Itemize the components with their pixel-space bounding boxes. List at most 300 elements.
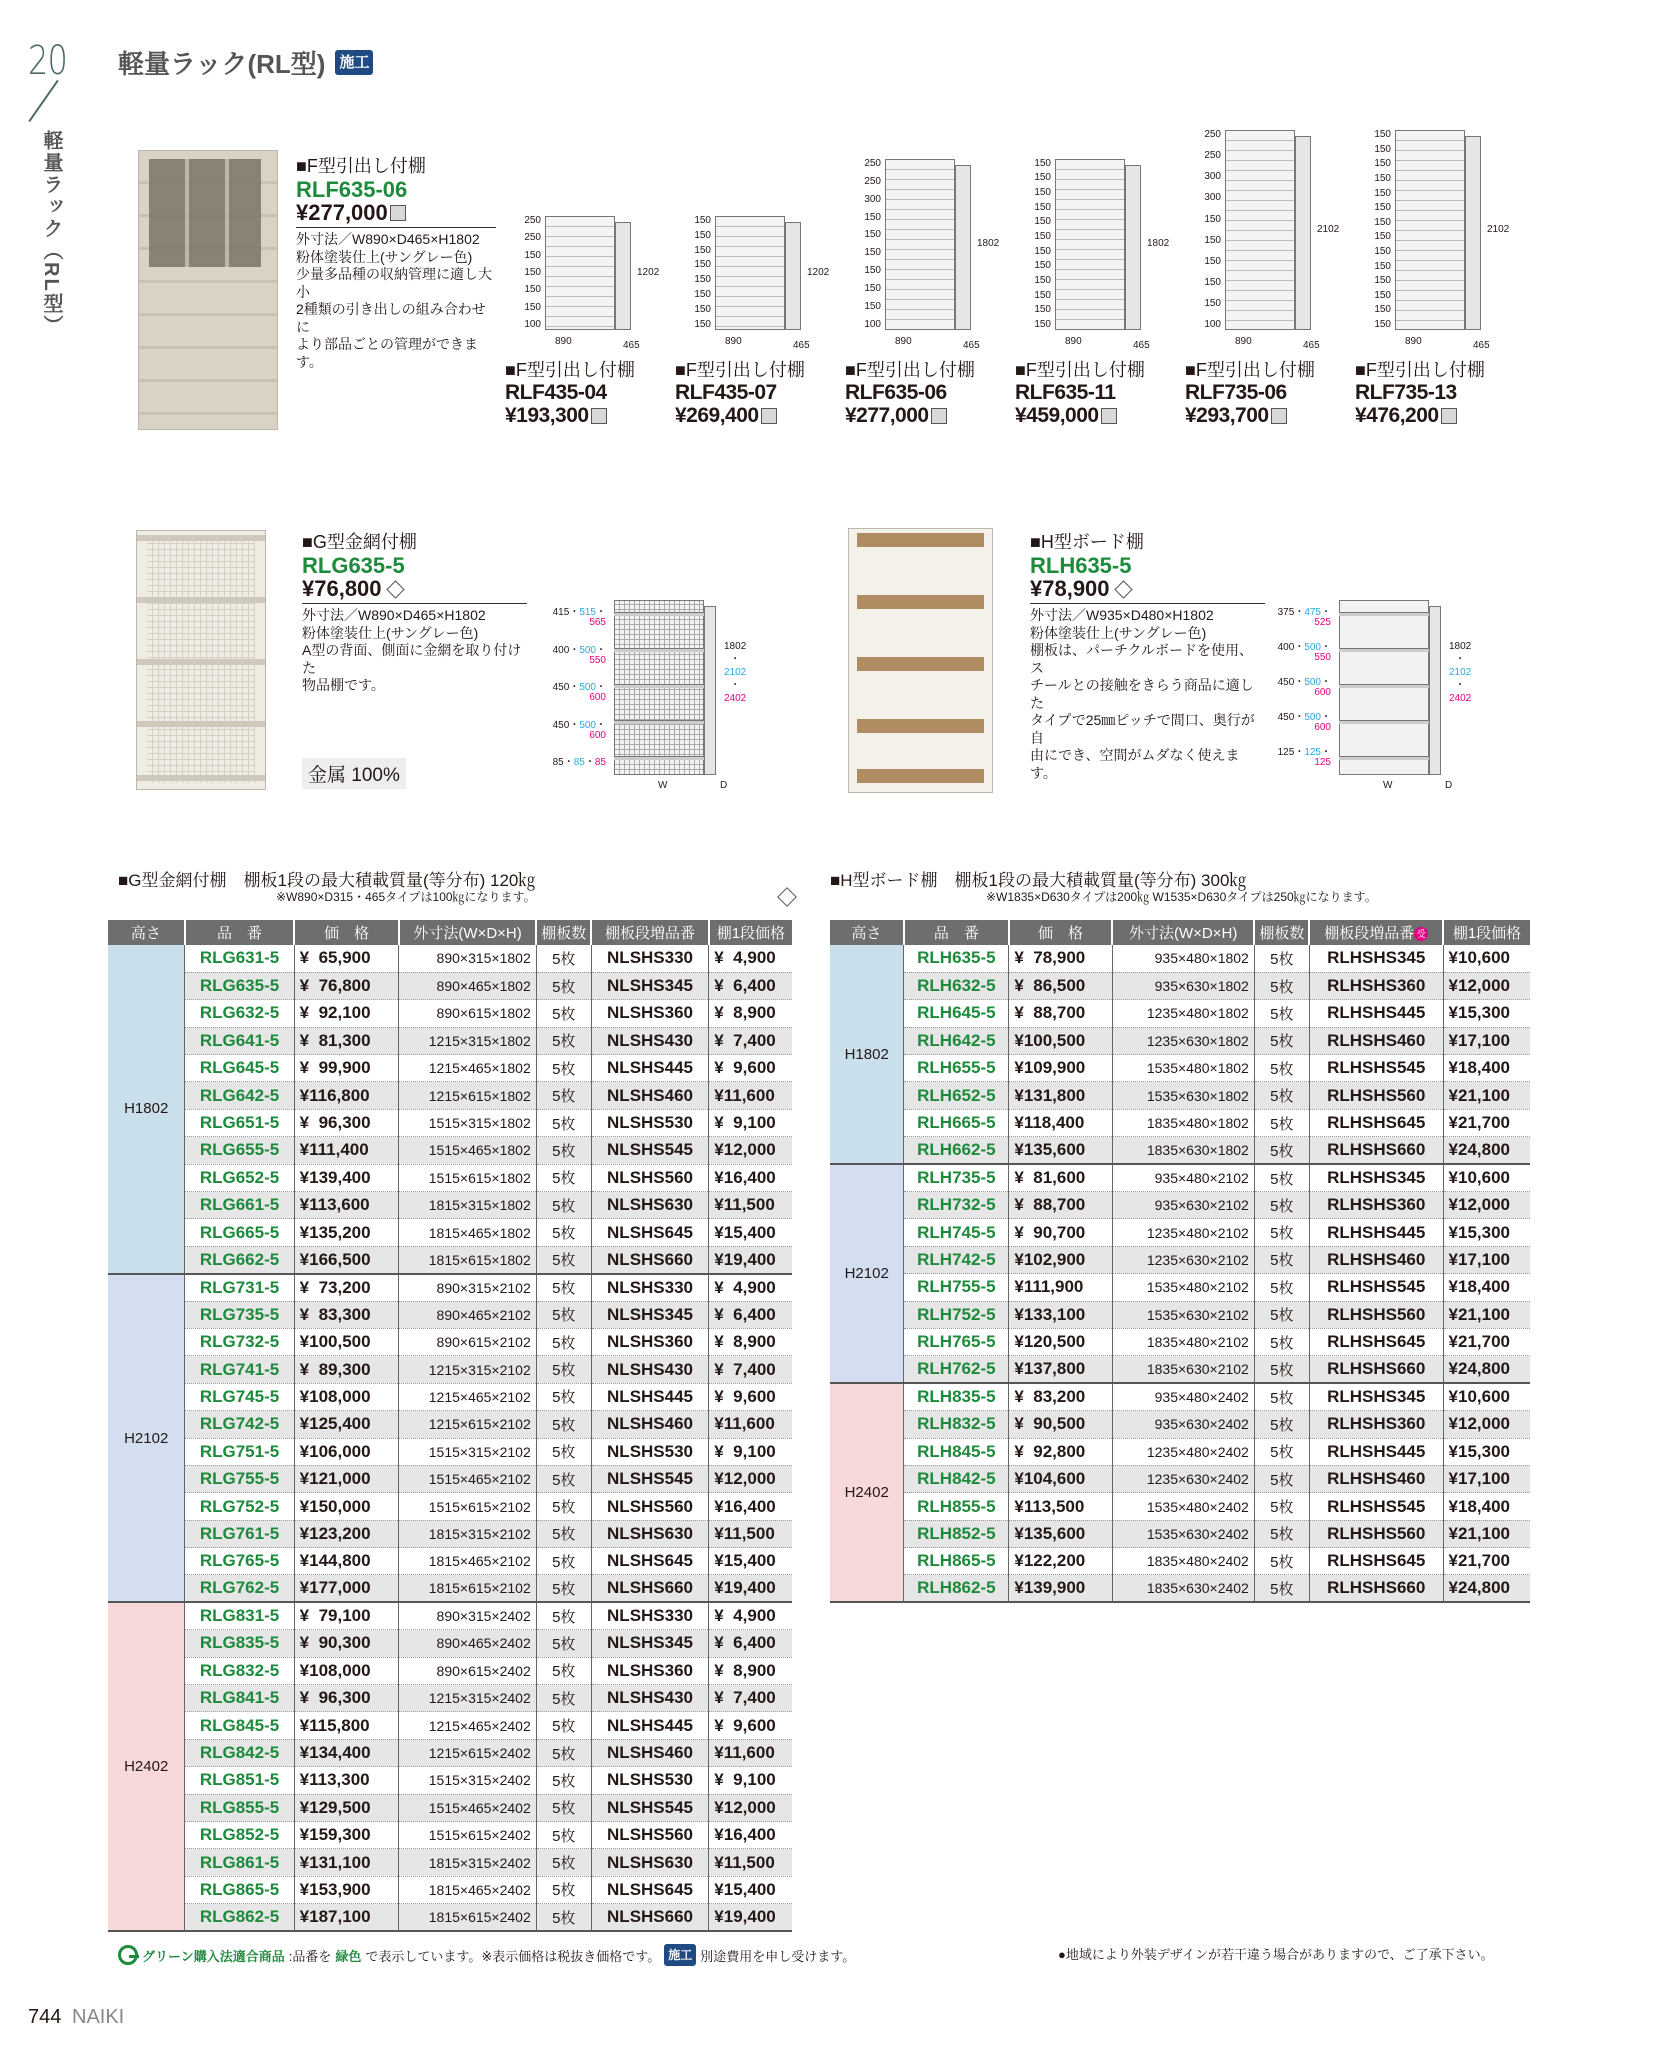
shelf-price: ¥ 9,100 xyxy=(709,1767,792,1794)
variant-type: ■F型引出し付棚 xyxy=(1015,360,1145,380)
shelf-count: 5枚 xyxy=(1254,1164,1309,1191)
table-row xyxy=(830,1520,1530,1547)
extension-code: RLHSHS345 xyxy=(1309,1164,1443,1191)
shelf-price: ¥18,400 xyxy=(1443,1055,1530,1082)
extension-code: NLSHS345 xyxy=(591,972,709,999)
table-row xyxy=(108,1739,792,1766)
table-row xyxy=(830,1192,1530,1219)
table-row xyxy=(830,1219,1530,1246)
pitch-label: 150 xyxy=(864,229,881,241)
table-row xyxy=(830,1493,1530,1520)
rack-shelf xyxy=(1339,756,1429,760)
extension-code: NLSHS560 xyxy=(591,1493,709,1520)
product-description: 外寸法／W890×D465×H1802 粉体塗装仕上(サングレー色) 少量多品種の収納管理に適し大小 2種類の引き出しの組み合わせに より部品ごとの管理ができます。 xyxy=(296,231,492,370)
price: ¥187,100 xyxy=(294,1904,399,1931)
dimensions: 890×615×2102 xyxy=(399,1328,536,1355)
extension-code: RLHSHS645 xyxy=(1309,1328,1443,1355)
featured-product-h xyxy=(1030,528,1265,782)
depth-label: 465 xyxy=(1473,339,1490,351)
shelf-price: ¥19,400 xyxy=(709,1904,792,1931)
height-value: 2402 xyxy=(1449,693,1472,704)
table-g xyxy=(108,920,792,1932)
table-g-title: ■G型金網付棚 棚板1段の最大積載質量(等分布) 120㎏ xyxy=(118,871,536,890)
price: ¥120,500 xyxy=(1009,1328,1112,1355)
extension-code: RLHSHS360 xyxy=(1309,1192,1443,1219)
dimensions: 1215×615×2102 xyxy=(399,1411,536,1438)
shelf-price: ¥ 7,400 xyxy=(709,1356,792,1383)
square-mark-icon xyxy=(390,205,406,221)
pitch-row: 400・500・550 xyxy=(552,644,606,666)
product-code: RLG832-5 xyxy=(185,1657,294,1684)
table-row xyxy=(108,1630,792,1657)
dimensions: 890×465×2402 xyxy=(399,1630,536,1657)
shelf-price: ¥ 7,400 xyxy=(709,1685,792,1712)
shelf-count: 5枚 xyxy=(536,1739,591,1766)
product-type: ■G型金網付棚 xyxy=(302,532,417,552)
pitch-label: 150 xyxy=(864,301,881,313)
square-mark-icon xyxy=(761,408,777,424)
price: ¥108,000 xyxy=(294,1657,399,1684)
pitch-value: 125 xyxy=(1314,757,1331,768)
shelf-price: ¥15,300 xyxy=(1443,1000,1530,1027)
rack-shelf xyxy=(614,684,704,688)
product-photo-rlg635-5 xyxy=(136,530,266,790)
shelf-price: ¥17,100 xyxy=(1443,1465,1530,1492)
table-row xyxy=(108,1356,792,1383)
width-dim-label: W xyxy=(658,780,668,791)
pitch-row: 450・500・600 xyxy=(1277,677,1331,698)
product-code: RLG641-5 xyxy=(185,1027,294,1054)
square-mark-icon xyxy=(1271,408,1287,424)
page-number: 744 xyxy=(28,2006,62,2028)
product-code: RLG842-5 xyxy=(185,1739,294,1766)
variant-code: RLF735-06 xyxy=(1185,381,1287,404)
shelf-count: 5枚 xyxy=(536,1794,591,1821)
price: ¥102,900 xyxy=(1009,1246,1112,1273)
price: ¥159,300 xyxy=(294,1822,399,1849)
pitch-row: 450・500・600 xyxy=(1277,712,1331,733)
shelf-count: 5枚 xyxy=(1254,1438,1309,1465)
shelf-count: 5枚 xyxy=(1254,1219,1309,1246)
product-code: RLH742-5 xyxy=(904,1246,1009,1273)
pitch-labels xyxy=(683,216,711,330)
product-code: RLG665-5 xyxy=(185,1219,294,1246)
shelf-count: 5枚 xyxy=(536,1301,591,1328)
table-row xyxy=(830,1465,1530,1492)
product-code: RLG642-5 xyxy=(185,1082,294,1109)
product-code: RLG861-5 xyxy=(185,1849,294,1876)
shelf-price: ¥24,800 xyxy=(1443,1137,1530,1164)
table-row xyxy=(108,1411,792,1438)
shelf-side xyxy=(1465,136,1481,330)
shelf-price: ¥15,400 xyxy=(709,1876,792,1903)
width-label: 890 xyxy=(725,335,742,347)
shelf-price: ¥11,500 xyxy=(709,1849,792,1876)
extension-code: RLHSHS445 xyxy=(1309,1000,1443,1027)
product-code: RLH642-5 xyxy=(904,1027,1009,1054)
pitch-value: 500 xyxy=(1304,642,1321,653)
pitch-label: 150 xyxy=(1034,318,1051,330)
dimensions: 1515×315×2102 xyxy=(399,1438,536,1465)
table-row xyxy=(108,972,792,999)
extension-code: NLSHS545 xyxy=(591,1794,709,1821)
shelf-count: 5枚 xyxy=(1254,1465,1309,1492)
extension-code: RLHSHS460 xyxy=(1309,1246,1443,1273)
product-code: RLG645-5 xyxy=(185,1055,294,1082)
table-row xyxy=(108,1575,792,1602)
pitch-label: 150 xyxy=(694,289,711,301)
shelf-count: 5枚 xyxy=(1254,1000,1309,1027)
height-group-label: H2102 xyxy=(108,1274,185,1603)
column-header: 棚板段増品番 xyxy=(591,920,709,945)
pitch-label: 150 xyxy=(1374,304,1391,316)
product-code: RLG762-5 xyxy=(185,1575,294,1602)
table-row xyxy=(108,1000,792,1027)
extension-code: RLHSHS545 xyxy=(1309,1055,1443,1082)
product-code: RLF635-06 xyxy=(296,177,408,202)
dimensions: 1835×480×2102 xyxy=(1112,1328,1254,1355)
price: ¥125,400 xyxy=(294,1411,399,1438)
dimensions: 1535×630×2402 xyxy=(1112,1520,1254,1547)
product-description: 外寸法／W935×D480×H1802 粉体塗装仕上(サングレー色) 棚板は、パーチクルボードを使用、ス チールとの接触をきらう商品に適した タイプで25㎜ピッチで間口、奥行が自 由にでき、空間がムダなく使えます。 xyxy=(1030,607,1255,781)
height-group-label: H2402 xyxy=(108,1602,185,1931)
price: ¥ 81,300 xyxy=(294,1027,399,1054)
rack-shelf xyxy=(1339,612,1429,616)
table-row xyxy=(830,1164,1530,1191)
product-code: RLH862-5 xyxy=(904,1575,1009,1602)
price: ¥ 88,700 xyxy=(1009,1192,1112,1219)
table-row xyxy=(830,1137,1530,1164)
pitch-label: 150 xyxy=(1034,172,1051,184)
shelf-side xyxy=(615,222,631,330)
dimensions: 1515×615×1802 xyxy=(399,1164,536,1191)
dimensions: 1815×315×2102 xyxy=(399,1520,536,1547)
table-row xyxy=(108,1438,792,1465)
f-variant xyxy=(505,356,670,427)
page-title xyxy=(118,44,373,81)
shelf-count: 5枚 xyxy=(1254,1082,1309,1109)
extension-code: RLHSHS660 xyxy=(1309,1356,1443,1383)
shelf-price: ¥10,600 xyxy=(1443,1383,1530,1410)
dimensions: 935×630×2402 xyxy=(1112,1411,1254,1438)
depth-label: 465 xyxy=(963,339,980,351)
product-code: RLH835-5 xyxy=(904,1383,1009,1410)
dimensions: 1535×630×2102 xyxy=(1112,1301,1254,1328)
g-shelf-diagram xyxy=(540,600,747,791)
product-code: RLG651-5 xyxy=(185,1109,294,1136)
dimensions: 1515×465×2402 xyxy=(399,1794,536,1821)
table-row xyxy=(108,1301,792,1328)
shelf-count: 5枚 xyxy=(1254,1137,1309,1164)
shelf-count: 5枚 xyxy=(536,1767,591,1794)
shelf-count: 5枚 xyxy=(536,1520,591,1547)
shelf-price: ¥15,300 xyxy=(1443,1219,1530,1246)
table-row xyxy=(108,1109,792,1136)
height-label: 2102 xyxy=(1487,224,1510,236)
extension-code: RLHSHS645 xyxy=(1309,1109,1443,1136)
price: ¥ 65,900 xyxy=(294,945,399,972)
shelf-price: ¥19,400 xyxy=(709,1246,792,1273)
variant-code: RLF435-07 xyxy=(675,381,777,404)
price: ¥ 73,200 xyxy=(294,1274,399,1301)
shelf-price: ¥19,400 xyxy=(709,1575,792,1602)
f-variant-diagram xyxy=(864,157,1000,351)
pitch-label: 150 xyxy=(1204,213,1221,225)
dimensions: 1215×465×2402 xyxy=(399,1712,536,1739)
shelf-price: ¥11,500 xyxy=(709,1192,792,1219)
product-code: RLG862-5 xyxy=(185,1904,294,1931)
shelf-price: ¥21,100 xyxy=(1443,1520,1530,1547)
dimensions: 1815×615×1802 xyxy=(399,1246,536,1273)
width-label: 890 xyxy=(1065,335,1082,347)
product-price: ¥76,800 xyxy=(302,577,527,604)
depth-dim-label: D xyxy=(720,780,728,791)
table-h-note: ※W1835×D630タイプは200㎏ W1535×D630タイプは250㎏になります。 xyxy=(986,890,1377,904)
price: ¥109,900 xyxy=(1009,1055,1112,1082)
pitch-label: 250 xyxy=(524,232,541,244)
shelf-count: 5枚 xyxy=(536,1055,591,1082)
pitch-row: 400・500・550 xyxy=(1277,642,1331,663)
dimensions: 1835×630×1802 xyxy=(1112,1137,1254,1164)
rack-shelf xyxy=(614,720,704,724)
product-code: RLH645-5 xyxy=(904,1000,1009,1027)
rack-side xyxy=(704,606,716,775)
pitch-labels xyxy=(513,216,541,330)
extension-code: NLSHS430 xyxy=(591,1356,709,1383)
shelf-price: ¥15,400 xyxy=(709,1219,792,1246)
shelf-price: ¥24,800 xyxy=(1443,1356,1530,1383)
price: ¥121,000 xyxy=(294,1465,399,1492)
shelf-count: 5枚 xyxy=(1254,1274,1309,1301)
shelf-price: ¥21,100 xyxy=(1443,1301,1530,1328)
pitch-label: 150 xyxy=(864,211,881,223)
rack-shelf xyxy=(614,756,704,760)
dimensions: 935×480×2102 xyxy=(1112,1164,1254,1191)
extension-code: RLHSHS445 xyxy=(1309,1438,1443,1465)
shelf-side xyxy=(785,222,801,330)
shelf-outline xyxy=(715,216,785,330)
shelf-price: ¥10,600 xyxy=(1443,945,1530,972)
pitch-value: 125 xyxy=(1277,747,1295,758)
rack-shelf xyxy=(1339,720,1429,724)
table-h xyxy=(830,920,1530,1603)
price: ¥133,100 xyxy=(1009,1301,1112,1328)
rack-shelf xyxy=(614,612,704,616)
price: ¥ 86,500 xyxy=(1009,972,1112,999)
pitch-label: 150 xyxy=(694,318,711,330)
price: ¥131,100 xyxy=(294,1849,399,1876)
extension-code: NLSHS345 xyxy=(591,1301,709,1328)
table-row xyxy=(830,1301,1530,1328)
product-type: ■H型ボード棚 xyxy=(1030,532,1144,552)
shelf-price: ¥18,400 xyxy=(1443,1493,1530,1520)
variant-code: RLF735-13 xyxy=(1355,381,1457,404)
product-code: RLG745-5 xyxy=(185,1383,294,1410)
pitch-label: 150 xyxy=(1374,245,1391,257)
f-variant-diagram xyxy=(1034,157,1170,351)
column-header: 価 格 xyxy=(294,920,399,945)
extension-code: NLSHS530 xyxy=(591,1767,709,1794)
price: ¥144,800 xyxy=(294,1548,399,1575)
product-price: ¥277,000 xyxy=(296,201,496,228)
dimensions: 1235×630×1802 xyxy=(1112,1027,1254,1054)
shelf-count: 5枚 xyxy=(1254,972,1309,999)
depth-label: 465 xyxy=(793,339,810,351)
column-header: 品 番 xyxy=(904,920,1009,945)
product-code: RLG845-5 xyxy=(185,1712,294,1739)
shelf-count: 5枚 xyxy=(1254,1328,1309,1355)
product-photo-rlf635-06 xyxy=(138,150,278,430)
dimensions: 1215×615×2402 xyxy=(399,1739,536,1766)
table-h-title: ■H型ボード棚 棚板1段の最大積載質量(等分布) 300㎏ xyxy=(830,871,1247,890)
table-row xyxy=(830,1055,1530,1082)
extension-code: NLSHS645 xyxy=(591,1219,709,1246)
product-code: RLH832-5 xyxy=(904,1411,1009,1438)
shelf-count: 5枚 xyxy=(536,1685,591,1712)
table-row xyxy=(830,1274,1530,1301)
shelf-price: ¥ 9,600 xyxy=(709,1712,792,1739)
price: ¥100,500 xyxy=(1009,1027,1112,1054)
height-value: 2102 xyxy=(1449,667,1472,678)
shelf-price: ¥ 6,400 xyxy=(709,1301,792,1328)
shelf-count: 5枚 xyxy=(536,1849,591,1876)
product-code: RLH762-5 xyxy=(904,1356,1009,1383)
price: ¥ 96,300 xyxy=(294,1109,399,1136)
dimensions: 1515×465×1802 xyxy=(399,1137,536,1164)
dimensions: 1235×630×2102 xyxy=(1112,1246,1254,1273)
height-group-label: H1802 xyxy=(108,945,185,1274)
table-row xyxy=(108,1328,792,1355)
price: ¥ 76,800 xyxy=(294,972,399,999)
dimensions: 935×630×2102 xyxy=(1112,1192,1254,1219)
dimensions: 890×615×2402 xyxy=(399,1657,536,1684)
dimensions: 1535×480×2402 xyxy=(1112,1493,1254,1520)
shelf-price: ¥11,600 xyxy=(709,1411,792,1438)
table-row xyxy=(108,1465,792,1492)
dimensions: 935×480×1802 xyxy=(1112,945,1254,972)
table-row xyxy=(108,1246,792,1273)
pitch-value: 85 xyxy=(552,757,564,768)
product-code: RLH755-5 xyxy=(904,1274,1009,1301)
price: ¥ 99,900 xyxy=(294,1055,399,1082)
shelf-price: ¥10,600 xyxy=(1443,1164,1530,1191)
pitch-value: 600 xyxy=(1314,722,1331,733)
table-row xyxy=(108,1027,792,1054)
table-row xyxy=(108,1219,792,1246)
dimensions: 1835×480×2402 xyxy=(1112,1548,1254,1575)
extension-code: RLHSHS460 xyxy=(1309,1465,1443,1492)
pitch-labels xyxy=(1023,159,1051,330)
product-code: RLH855-5 xyxy=(904,1493,1009,1520)
height-value: 2102 xyxy=(724,667,747,678)
table-row xyxy=(108,1192,792,1219)
extension-code: NLSHS460 xyxy=(591,1739,709,1766)
price: ¥134,400 xyxy=(294,1739,399,1766)
shelf-price: ¥12,000 xyxy=(1443,1192,1530,1219)
dimensions: 1535×480×1802 xyxy=(1112,1055,1254,1082)
extension-code: NLSHS560 xyxy=(591,1164,709,1191)
table-row xyxy=(108,1548,792,1575)
table-row xyxy=(830,1356,1530,1383)
shelf-price: ¥21,700 xyxy=(1443,1328,1530,1355)
product-code: RLH635-5 xyxy=(904,945,1009,972)
shelf-count: 5枚 xyxy=(536,1328,591,1355)
extension-code: NLSHS360 xyxy=(591,1000,709,1027)
pitch-value: 450 xyxy=(1277,677,1295,688)
f-variant-diagram xyxy=(524,214,660,351)
product-photo-rlh635-5 xyxy=(848,528,993,793)
pitch-label: 150 xyxy=(1204,255,1221,267)
table-row xyxy=(830,1548,1530,1575)
shelf-price: ¥ 4,900 xyxy=(709,1602,792,1629)
variant-code: RLF635-11 xyxy=(1015,381,1116,404)
pitch-value: 125 xyxy=(1304,747,1321,758)
extension-code: RLHSHS645 xyxy=(1309,1548,1443,1575)
design-note: ●地域により外装デザインが若干違う場合がありますので、ご了承下さい。 xyxy=(1058,1947,1494,1962)
extension-code: RLHSHS560 xyxy=(1309,1301,1443,1328)
width-label: 890 xyxy=(895,335,912,347)
price: ¥153,900 xyxy=(294,1876,399,1903)
price: ¥177,000 xyxy=(294,1575,399,1602)
shelf-count: 5枚 xyxy=(536,1438,591,1465)
table-row xyxy=(108,1383,792,1410)
pitch-value: 450 xyxy=(1277,712,1295,723)
shelf-side xyxy=(955,165,971,330)
pitch-row: 85・85・85 xyxy=(552,757,606,768)
table-row xyxy=(830,1328,1530,1355)
rack-shelf xyxy=(1339,648,1429,652)
f-variant xyxy=(675,356,840,427)
pitch-value: 565 xyxy=(589,617,606,628)
pitch-value: 500 xyxy=(579,682,596,693)
product-code: RLG831-5 xyxy=(185,1602,294,1629)
square-mark-icon xyxy=(591,408,607,424)
pitch-label: 150 xyxy=(1034,187,1051,199)
pitch-label: 250 xyxy=(1204,129,1221,141)
shelf-count: 5枚 xyxy=(1254,1109,1309,1136)
pitch-label: 150 xyxy=(524,284,541,296)
shelf-price: ¥11,600 xyxy=(709,1082,792,1109)
f-variant xyxy=(845,356,1010,427)
f-variant xyxy=(1015,356,1180,427)
pitch-label: 150 xyxy=(694,274,711,286)
shelf-count: 5枚 xyxy=(536,1192,591,1219)
price: ¥ 78,900 xyxy=(1009,945,1112,972)
extension-code: RLHSHS660 xyxy=(1309,1575,1443,1602)
pitch-value: 550 xyxy=(589,654,606,666)
footer-green-note: グリーン購入法適合商品 :品番を 緑色 で表示しています。※表示価格は税抜き価格です。 施工 別途費用を申し受けます。 xyxy=(118,1944,855,1966)
pitch-label: 150 xyxy=(1374,173,1391,185)
pitch-value: 550 xyxy=(1314,652,1331,663)
height-group-label: H2402 xyxy=(830,1383,904,1602)
table-row xyxy=(830,1383,1530,1410)
product-code: RLG635-5 xyxy=(185,972,294,999)
dimensions: 1235×480×1802 xyxy=(1112,1000,1254,1027)
shelf-outline xyxy=(885,159,955,330)
pitch-label: 300 xyxy=(864,193,881,205)
price: ¥ 81,600 xyxy=(1009,1164,1112,1191)
shelf-price: ¥ 9,600 xyxy=(709,1055,792,1082)
shelf-count: 5枚 xyxy=(536,1876,591,1903)
product-code: RLG731-5 xyxy=(185,1274,294,1301)
shelf-price: ¥ 8,900 xyxy=(709,1328,792,1355)
dimensions: 1215×315×1802 xyxy=(399,1027,536,1054)
price: ¥150,000 xyxy=(294,1493,399,1520)
product-description: 外寸法／W890×D465×H1802 粉体塗装仕上(サングレー色) A型の背面、側面に金網を取り付けた 物品棚です。 xyxy=(302,607,522,694)
product-code: RLH652-5 xyxy=(904,1082,1009,1109)
pitch-label: 150 xyxy=(524,301,541,313)
pitch-label: 150 xyxy=(694,214,711,226)
